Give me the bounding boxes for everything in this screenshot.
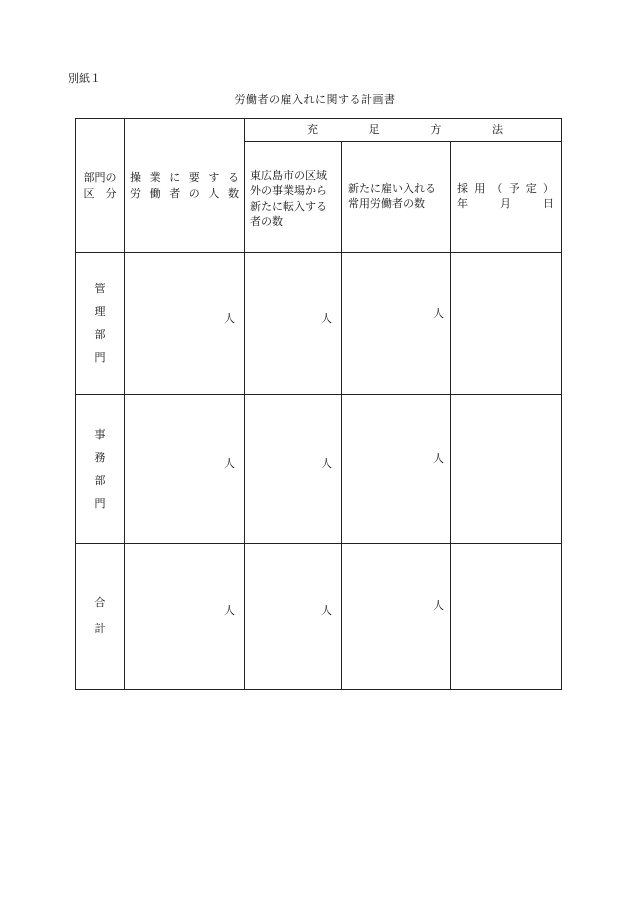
- required-char: に: [169, 170, 181, 184]
- hire-date-header: [451, 142, 562, 253]
- required-char: 者: [169, 186, 181, 200]
- department-header-line1: 部門の: [83, 170, 117, 184]
- unit-label: 人: [224, 604, 235, 618]
- hire-date-line1: [457, 181, 554, 196]
- required-char: の: [188, 186, 200, 200]
- hire-date-char: 予: [508, 182, 520, 196]
- department-header: [76, 119, 125, 253]
- fulfill-char: 方: [430, 123, 442, 137]
- required-header-line1: [130, 170, 239, 186]
- hire-date-char: 定: [525, 182, 537, 196]
- department-char: 門: [94, 351, 106, 365]
- department-cell: [76, 395, 125, 543]
- fulfill-char: 法: [491, 123, 503, 137]
- required-workers-cell[interactable]: [125, 253, 245, 395]
- unit-label: 人: [224, 311, 235, 325]
- required-char: 働: [149, 186, 161, 200]
- department-char: 務: [94, 450, 106, 464]
- unit-label: 人: [433, 306, 444, 320]
- required-char: 人: [208, 186, 220, 200]
- department-char: 事: [94, 427, 106, 441]
- required-char: 業: [149, 170, 161, 184]
- required-char: す: [208, 170, 220, 184]
- unit-label: 人: [321, 311, 332, 325]
- document-label: 別紙１: [68, 72, 101, 85]
- hire-date-char: 月: [500, 197, 511, 211]
- hire-date-cell[interactable]: [451, 253, 562, 395]
- department-cell: [76, 253, 125, 395]
- department-char: 合: [94, 596, 106, 610]
- unit-label: 人: [321, 457, 332, 471]
- required-char: 操: [130, 170, 141, 184]
- unit-label: 人: [321, 604, 332, 618]
- required-char: 要: [188, 170, 200, 184]
- new-hires-cell[interactable]: [342, 395, 451, 543]
- hire-date-cell[interactable]: [451, 543, 562, 689]
- department-char: 管: [94, 282, 106, 296]
- required-header-line2: [130, 186, 239, 202]
- department-cell: [76, 543, 125, 689]
- department-char: 理: [94, 305, 106, 319]
- required-char: 労: [130, 186, 141, 200]
- unit-label: 人: [224, 457, 235, 471]
- document-title: 労働者の雇入れに関する計画書: [234, 93, 396, 106]
- required-char: 数: [227, 186, 239, 200]
- table-row: [76, 543, 562, 689]
- new-hires-header: 新たに雇い入れる常用労働者の数: [342, 142, 451, 253]
- fulfillment-method-header: [245, 119, 562, 142]
- hire-date-line2: [457, 196, 554, 211]
- department-char: 門: [94, 496, 106, 510]
- department-header-line2: 区 分: [83, 186, 117, 200]
- required-workers-header: [125, 119, 245, 253]
- transfer-workers-cell[interactable]: [245, 543, 342, 689]
- new-hires-cell[interactable]: [342, 543, 451, 689]
- required-char: る: [227, 170, 239, 184]
- table-row: [76, 395, 562, 543]
- hire-date-char: ）: [542, 182, 554, 196]
- transfer-workers-cell[interactable]: [245, 253, 342, 395]
- unit-label: 人: [433, 452, 444, 466]
- transfer-workers-header: 東広島市の区域外の事業場から新たに転入する者の数: [245, 142, 342, 253]
- department-char: 部: [94, 473, 106, 487]
- department-char: 計: [94, 622, 106, 636]
- new-hires-cell[interactable]: [342, 253, 451, 395]
- fulfill-char: 充: [307, 123, 318, 137]
- hire-date-cell[interactable]: [451, 395, 562, 543]
- required-workers-cell[interactable]: [125, 543, 245, 689]
- fulfill-char: 足: [368, 123, 380, 137]
- hire-date-char: 用: [474, 182, 486, 196]
- required-workers-cell[interactable]: [125, 395, 245, 543]
- hire-date-char: 年: [457, 197, 468, 211]
- hire-date-char: 日: [543, 197, 554, 211]
- hire-date-char: 採: [457, 182, 468, 196]
- hiring-plan-table: [75, 118, 562, 690]
- unit-label: 人: [433, 599, 444, 613]
- hire-date-char: （: [491, 182, 503, 196]
- transfer-workers-cell[interactable]: [245, 395, 342, 543]
- department-char: 部: [94, 328, 106, 342]
- table-row: [76, 253, 562, 395]
